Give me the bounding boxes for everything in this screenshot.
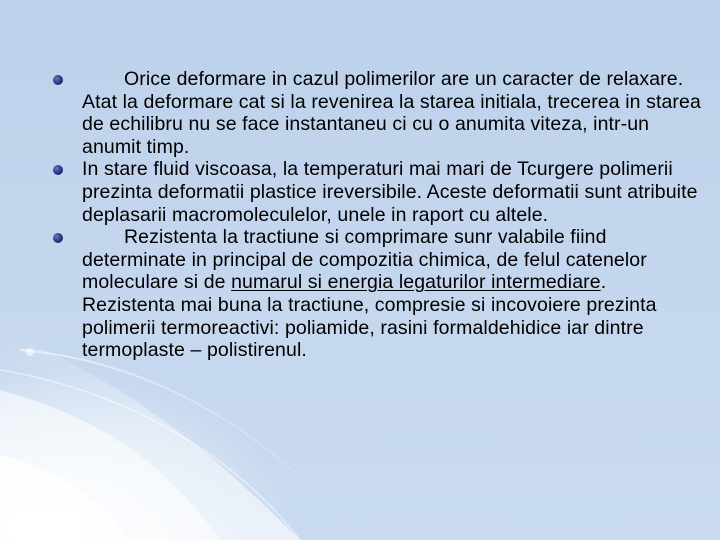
bullet-item <box>52 158 702 226</box>
bullet-text: In stare fluid viscoasa, la temperaturi mai mari de Tcurgere polimerii prezinta deformatii plastice ireversibile. Aceste deformatii sunt atribuite deplasarii macromoleculelor, unele in raport cu altele. <box>82 158 698 226</box>
bullet-dot-icon <box>53 75 63 85</box>
bullet-list <box>52 68 702 362</box>
bullet-dot-icon <box>53 233 63 243</box>
bullet-item <box>52 226 702 362</box>
bullet-text: Rezistenta la tractiune si comprimare sunr valabile fiind determinate in principal de compozitia chimica, de felul catenelor moleculare si de <box>82 226 647 294</box>
bullet-dot-icon <box>53 165 63 175</box>
bullet-text-continued: . Rezistenta mai buna la tractiune, compresie si incovoiere prezinta polimerii termoreactivi: poliamide, rasini formaldehidice iar dintre termoplaste – polistirenul. <box>82 271 657 362</box>
underlined-term: numarul si energia legaturilor intermediare <box>231 271 601 294</box>
bullet-text: Orice deformare in cazul polimerilor are un caracter de relaxare. Atat la deformare cat si la revenirea la starea initiala, trecerea in starea de echilibru nu se face instantaneu ci cu o anumita viteza, intr-un anumit timp. <box>82 68 701 158</box>
bullet-item <box>52 68 702 158</box>
